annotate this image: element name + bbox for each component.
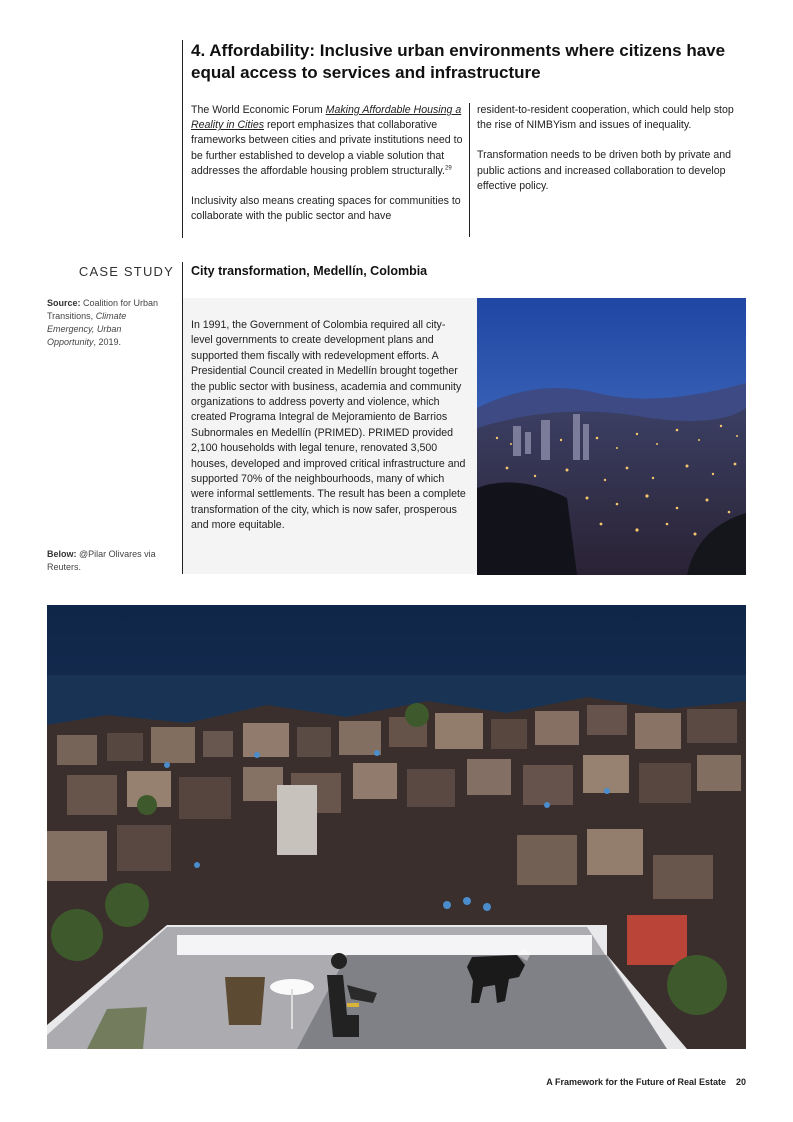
left-paragraph-2: Inclusivity also means creating spaces for communities to collaborate with the public sector and have xyxy=(191,195,461,223)
case-study-body: In 1991, the Government of Colombia required all city-level governments to create development plans and supported them fiscally with redevelopment efforts. A Presidential Council created in Medellín brought together the public sector with business, academia and community organizations to address poverty and violence, which created Programa Integral de Mejoramiento de Barrios Subnormales en Medellín (PRIMED). PRIMED provided 2,100 households with legal tenure, renovated 3,500 houses, developed and improved critical infrastructure and supported 70% of the neighbourhoods, many of which were informal settlements. The result has been a complete transformation of the city, which is now safer, prosperous and more equitable. xyxy=(191,319,466,532)
footer-title: A Framework for the Future of Real Estate xyxy=(546,1077,726,1087)
case-study-label: CASE STUDY xyxy=(78,264,174,279)
medellin-night-photo xyxy=(477,298,746,575)
heading-rule xyxy=(182,40,183,238)
footnote-ref: 29 xyxy=(445,165,452,172)
page-number: 20 xyxy=(735,1077,746,1087)
rooftop-favela-photo xyxy=(47,605,746,1049)
right-paragraph-1: resident-to-resident cooperation, which could help stop the rise of NIMBYism and issues of inequality. xyxy=(477,104,734,132)
column-divider xyxy=(469,103,470,237)
case-study-title: City transformation, Medellín, Colombia xyxy=(191,264,428,278)
report-link[interactable]: Making Affordable Housing a Reality in Cities xyxy=(191,104,462,132)
right-text-column xyxy=(477,103,747,209)
left-paragraph-1: The World Economic Forum Making Affordable Housing a Reality in Cities report emphasizes that collaborative frameworks between cities and private institutions need to be further established to develop a viable solution that addresses the affordable housing problem structurally.$^{29}$ xyxy=(191,104,463,177)
left-text-column xyxy=(191,103,463,239)
photo-credit: Below: @Pilar Olivares via Reuters. xyxy=(47,549,156,572)
source-note: Source: Coalition for Urban Transitions, Climate Emergency, Urban Opportunity, 2019. xyxy=(47,298,159,347)
page-footer xyxy=(400,1077,746,1087)
section-heading: 4. Affordability: Inclusive urban environments where citizens have equal access to services and infrastructure xyxy=(191,41,726,82)
right-paragraph-2: Transformation needs to be driven both by private and public actions and increased collaboration to develop effective policy. xyxy=(477,149,732,192)
